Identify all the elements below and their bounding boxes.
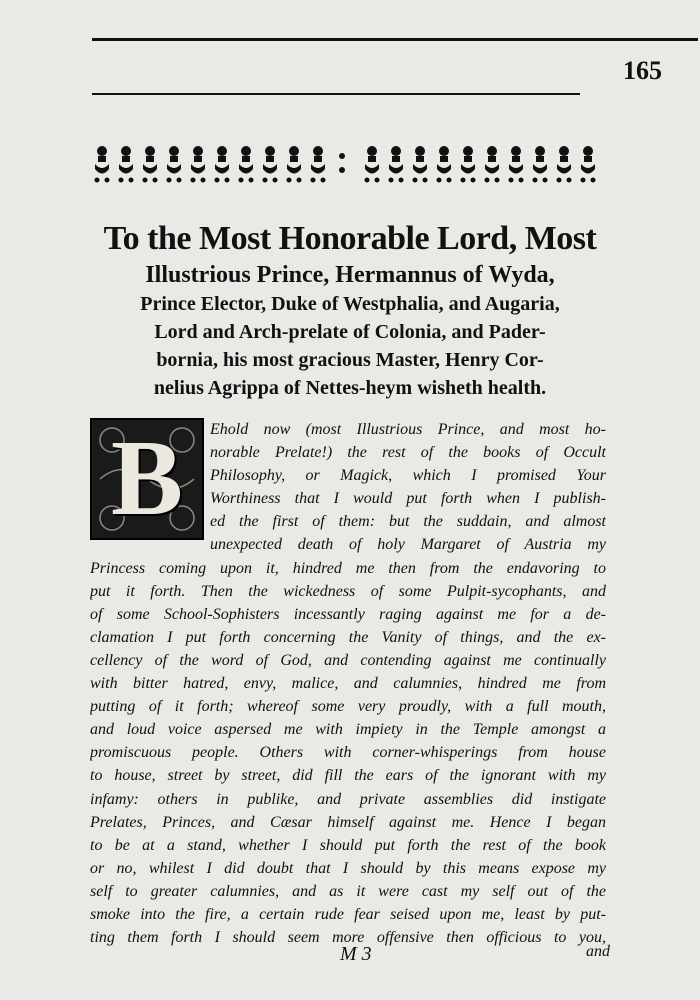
page-number: 165 (623, 56, 662, 85)
title-line-3: Prince Elector, Duke of Westphalia, and Augaria, (140, 293, 560, 315)
dedication-heading (70, 218, 630, 402)
body-line: putting of it forth; whereof some very proudly, with a full mouth, (90, 698, 606, 716)
body-line: smoke into the fire, a certain rude fear seised upon me, least by put- (90, 905, 606, 923)
title-line-2: Illustrious Prince, Hermannus of Wyda, (145, 262, 555, 288)
title-line-5: bornia, his most gracious Master, Henry Cor- (156, 349, 544, 371)
body-line: promiscuous people. Others with corner-whisperings from house (90, 744, 606, 762)
body-line: put it forth. Then the wickedness of some Pulpit-sycophants, and (90, 582, 606, 600)
body-line: cellency of the word of God, and contending against me continually (90, 651, 606, 669)
title-line-1: To the Most Honorable Lord, Most (103, 220, 597, 257)
body-line: self to greater calumnies, and as it were cast my self out of the (90, 882, 606, 900)
body-line: to house, street by street, did fill the ears of the ignorant with my (90, 767, 606, 785)
body-line: unexpected death of holy Margaret of Austria my (210, 536, 606, 554)
body-line: Prelates, Princes, and Cæsar himself against me. Hence I began (90, 813, 606, 831)
body-line: infamy: others in publike, and private assemblies did instigate (90, 790, 606, 808)
title-line-4: Lord and Arch-prelate of Colonia, and Pader- (154, 321, 546, 343)
body-line: norable Prelate!) the rest of the books of Occult (210, 444, 606, 462)
initial-letter: B (110, 419, 184, 538)
body-line: Princess coming upon it, hindred me then from the endavoring to (90, 559, 606, 577)
body-line: Philosophy, or Magick, which I promised Your (210, 467, 606, 485)
body-line: Ehold now (most Illustrious Prince, and most ho- (210, 421, 606, 438)
body-line: clamation I put forth concerning the Vanity of things, and the ex- (90, 628, 606, 646)
top-rule (92, 38, 698, 41)
body-line: ed the first of them: but the suddain, and almost (210, 513, 606, 531)
body-line: Worthiness that I would put forth when I publish- (210, 490, 606, 508)
catchword: and (586, 943, 610, 960)
fleuron-ornament-band (92, 142, 607, 184)
header-rule (92, 93, 580, 95)
body-line: ting them forth I should seem more offensive then officious to you, (90, 929, 606, 947)
dedication-body (90, 418, 606, 949)
body-line: with bitter hatred, envy, malice, and calumnies, hindred me from (90, 675, 606, 693)
body-line: or no, whilest I did doubt that I should by this means expose my (90, 859, 606, 877)
title-line-6: nelius Agrippa of Nettes-heym wisheth health. (153, 377, 547, 399)
body-line: of some School-Sophisters incessantly raging against me for a de- (90, 605, 606, 623)
signature-mark: M 3 (340, 943, 372, 965)
body-line: and loud voice aspersed me with impiety in the Temple amongst a (90, 721, 606, 739)
body-line: to be at a stand, whether I should put forth the rest of the book (90, 836, 606, 854)
